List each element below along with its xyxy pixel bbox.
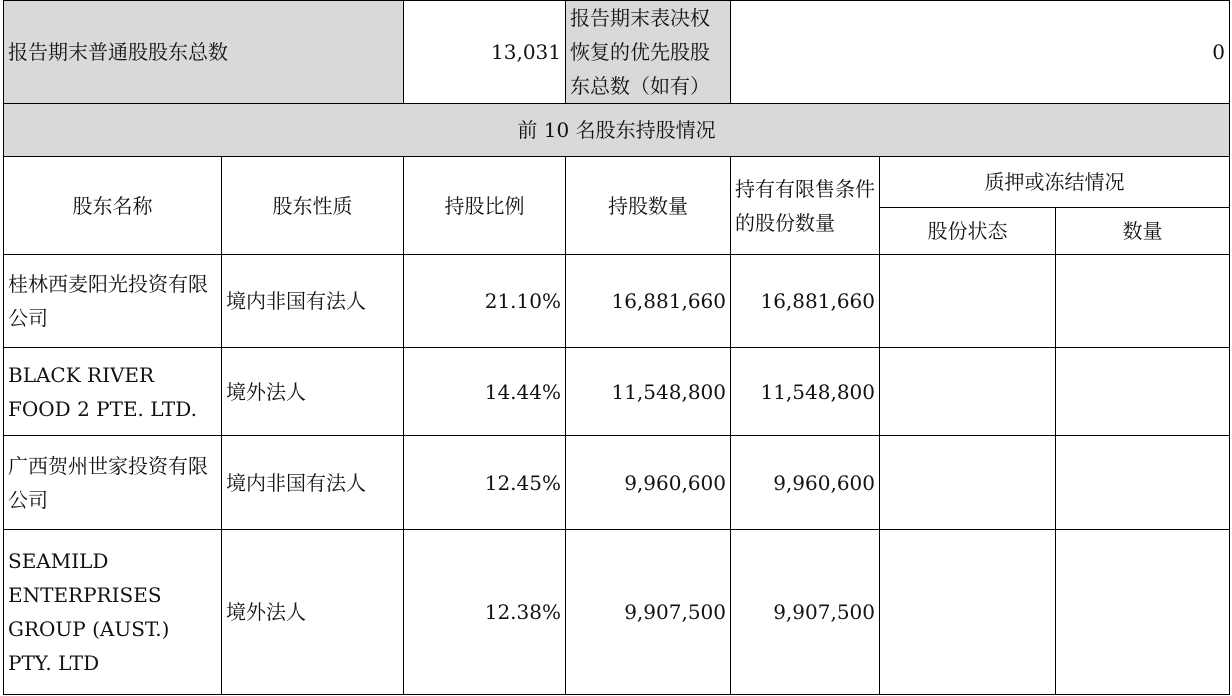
pledge-status: [880, 348, 1056, 436]
shareholding-quantity: 9,960,600: [566, 436, 731, 530]
section-title-row: [4, 104, 1230, 157]
pledge-quantity: [1056, 348, 1230, 436]
restricted-quantity: 9,907,500: [731, 530, 880, 695]
pledge-status: [880, 436, 1056, 530]
header-restricted: 持有有限售条件的股份数量: [731, 157, 880, 255]
shareholding-ratio: 12.45%: [404, 436, 566, 530]
summary-row: [4, 1, 1230, 104]
header-pledge-group: 质押或冻结情况: [880, 157, 1230, 208]
shareholder-nature: 境内非国有法人: [222, 436, 404, 530]
shareholder-name: BLACK RIVER FOOD 2 PTE. LTD.: [4, 348, 222, 436]
table-row: [4, 348, 1230, 436]
common-holders-value: 13,031: [404, 1, 566, 104]
shareholding-ratio: 12.38%: [404, 530, 566, 695]
pledge-status: [880, 530, 1056, 695]
table-row: [4, 255, 1230, 348]
shareholder-name: 桂林西麦阳光投资有限公司: [4, 255, 222, 348]
header-quantity: 持股数量: [566, 157, 731, 255]
restricted-quantity: 16,881,660: [731, 255, 880, 348]
shareholding-ratio: 21.10%: [404, 255, 566, 348]
table-row: [4, 436, 1230, 530]
pledge-status: [880, 255, 1056, 348]
section-title: 前 10 名股东持股情况: [4, 104, 1230, 157]
shareholding-quantity: 11,548,800: [566, 348, 731, 436]
header-row: [4, 157, 1230, 208]
shareholding-quantity: 16,881,660: [566, 255, 731, 348]
restricted-quantity: 9,960,600: [731, 436, 880, 530]
preferred-holders-value: 0: [731, 1, 1230, 104]
shareholder-name: 广西贺州世家投资有限公司: [4, 436, 222, 530]
shareholder-table: [3, 0, 1230, 695]
table-row: [4, 530, 1230, 695]
shareholding-quantity: 9,907,500: [566, 530, 731, 695]
shareholder-nature: 境外法人: [222, 348, 404, 436]
header-pledge-status: 股份状态: [880, 208, 1056, 255]
pledge-quantity: [1056, 530, 1230, 695]
preferred-holders-label: 报告期末表决权恢复的优先股股东总数（如有）: [566, 1, 731, 104]
pledge-quantity: [1056, 255, 1230, 348]
shareholding-ratio: 14.44%: [404, 348, 566, 436]
header-nature: 股东性质: [222, 157, 404, 255]
pledge-quantity: [1056, 436, 1230, 530]
shareholder-name: SEAMILD ENTERPRISES GROUP (AUST.) PTY. LTD: [4, 530, 222, 695]
header-ratio: 持股比例: [404, 157, 566, 255]
header-name: 股东名称: [4, 157, 222, 255]
common-holders-label: 报告期末普通股股东总数: [4, 1, 404, 104]
shareholder-nature: 境外法人: [222, 530, 404, 695]
shareholder-nature: 境内非国有法人: [222, 255, 404, 348]
restricted-quantity: 11,548,800: [731, 348, 880, 436]
header-pledge-quantity: 数量: [1056, 208, 1230, 255]
